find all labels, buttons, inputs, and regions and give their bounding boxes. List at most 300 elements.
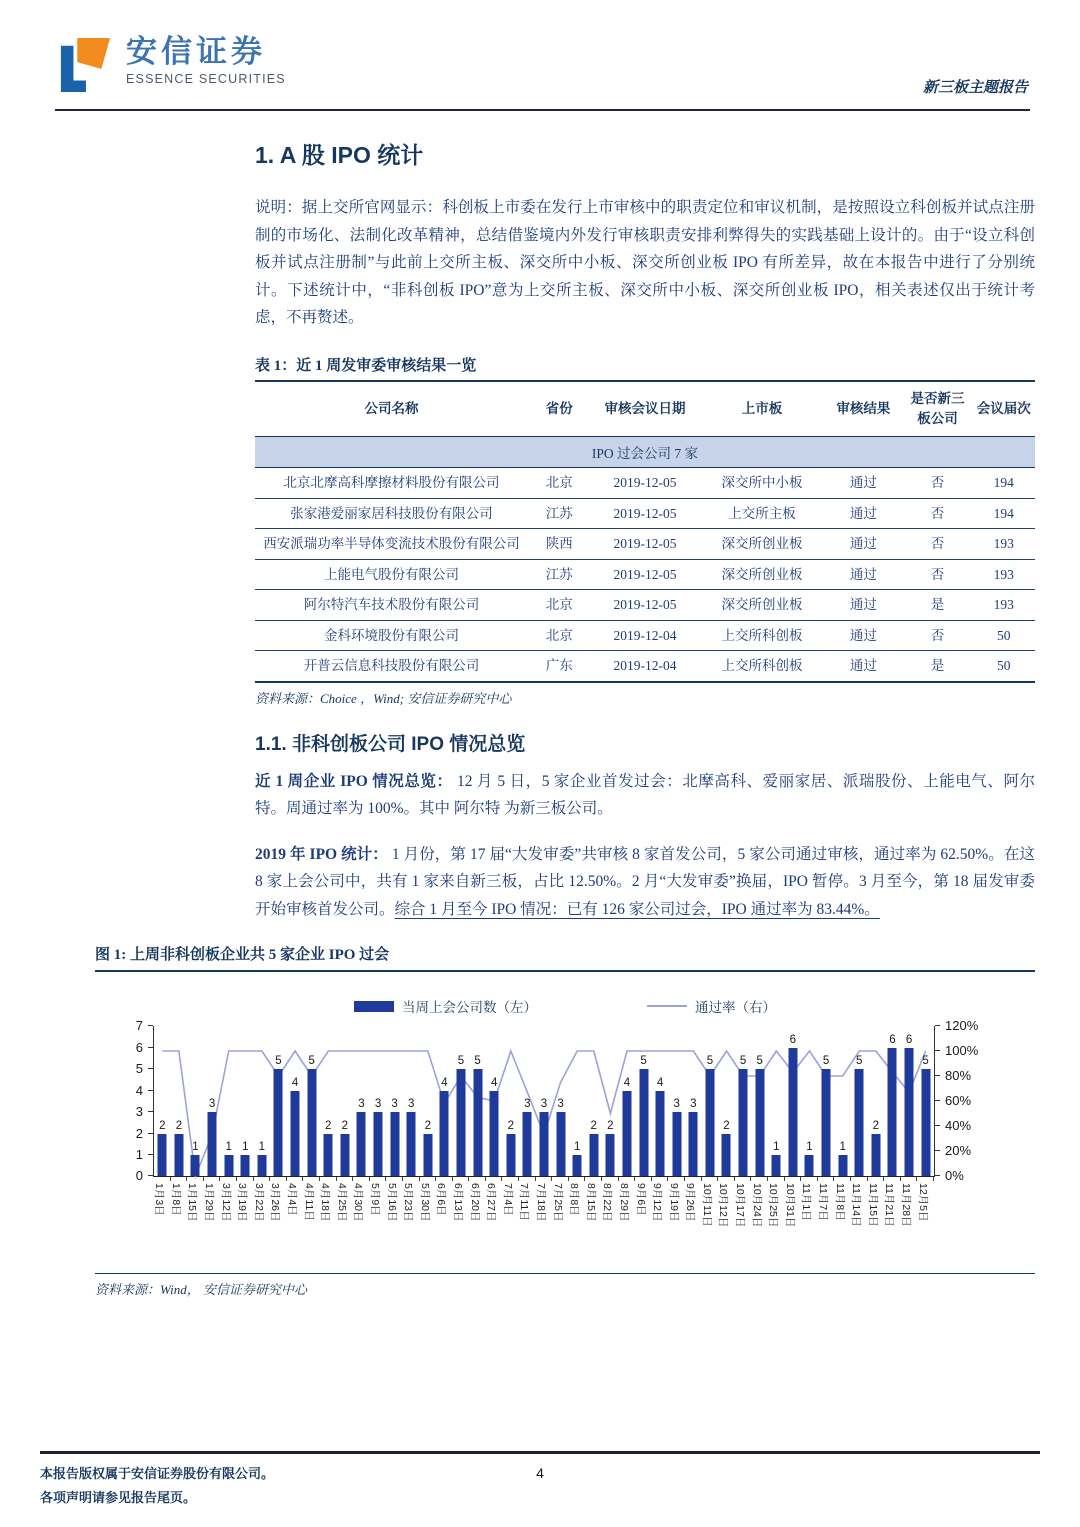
bar-value-label: 5 bbox=[922, 1055, 929, 1068]
bar-value-label: 5 bbox=[856, 1055, 863, 1068]
x-axis-label: 11月14日 bbox=[850, 1183, 863, 1228]
table-group-row bbox=[255, 437, 1035, 468]
brand-name-cn: 安信证券 bbox=[126, 34, 266, 69]
bar-value-label: 1 bbox=[773, 1141, 780, 1154]
bar-slot bbox=[767, 1026, 785, 1228]
bar-value-label: 3 bbox=[690, 1098, 697, 1111]
table-cell: 193 bbox=[973, 590, 1035, 621]
y-tick-label: 2 bbox=[135, 1125, 143, 1141]
column-header: 上市板 bbox=[700, 382, 825, 437]
bar-slot bbox=[286, 1026, 304, 1217]
bar bbox=[639, 1069, 648, 1176]
bar-value-label: 1 bbox=[192, 1141, 199, 1154]
table-cell: 北京北摩高科摩擦材料股份有限公司 bbox=[255, 468, 528, 499]
bar bbox=[838, 1155, 847, 1176]
table-cell: 193 bbox=[973, 559, 1035, 590]
bar-value-label: 6 bbox=[789, 1033, 797, 1046]
bar bbox=[739, 1069, 748, 1176]
footer-line2: 各项声明请参见报告尾页。 bbox=[40, 1489, 197, 1505]
x-axis-label: 5月16日 bbox=[385, 1183, 398, 1222]
x-axis-label: 10月24日 bbox=[750, 1183, 763, 1228]
x-axis-label: 3月19日 bbox=[236, 1183, 249, 1222]
bar-value-label: 1 bbox=[806, 1141, 813, 1154]
section-title: 1. A 股 IPO 统计 bbox=[255, 142, 424, 168]
bar-value-label: 5 bbox=[822, 1055, 830, 1068]
table-cell: 江苏 bbox=[528, 559, 590, 590]
bar-slot bbox=[518, 1026, 536, 1222]
main-content bbox=[255, 137, 1035, 923]
bar bbox=[855, 1069, 864, 1176]
x-axis-label: 1月15日 bbox=[186, 1183, 199, 1222]
bar bbox=[340, 1134, 349, 1177]
y-tick-mark bbox=[935, 1100, 940, 1101]
bar-slot bbox=[783, 1026, 802, 1228]
bar-value-label: 2 bbox=[424, 1119, 431, 1132]
table-cell: 北京 bbox=[528, 590, 590, 621]
bar-value-label: 5 bbox=[457, 1055, 465, 1068]
column-header: 会议届次 bbox=[973, 382, 1035, 437]
table-cell: 50 bbox=[973, 651, 1035, 682]
paragraph-yearly-text: 1 月份，第 17 届“大发审委”共审核 8 家首发公司，5 家公司通过审核，通过率为 62.50%。在这 8 家上会公司中，共有 1 家来自新三板，占比 12.50%。2 月“大发审委”换届，IPO 暂停。3 月至今，第 18 届发审委开始审核首发公司。 bbox=[255, 845, 1035, 918]
y-tick-mark bbox=[935, 1175, 940, 1176]
table-row bbox=[255, 590, 1035, 621]
y-tick-mark bbox=[935, 1150, 940, 1151]
x-axis-label: 6月20日 bbox=[468, 1183, 481, 1222]
table-cell: 2019-12-05 bbox=[590, 529, 699, 560]
x-axis-label: 5月9日 bbox=[369, 1183, 382, 1217]
bar bbox=[224, 1155, 233, 1176]
table-cell: 上交所主板 bbox=[700, 498, 825, 529]
table-cell: 否 bbox=[902, 559, 972, 590]
legend-item-bars bbox=[354, 996, 537, 1016]
bar bbox=[556, 1112, 565, 1176]
y-tick-label: 80% bbox=[945, 1068, 972, 1084]
bar-slot bbox=[916, 1026, 934, 1222]
table1-block bbox=[255, 350, 1035, 707]
y-axis-right bbox=[935, 1018, 993, 1184]
table-cell: 深交所中小板 bbox=[700, 468, 825, 499]
x-axis-label: 11月15日 bbox=[866, 1183, 879, 1228]
figure-source: 资料来源：Wind， 安信证券研究中心 bbox=[95, 1282, 307, 1298]
bar bbox=[722, 1134, 731, 1177]
bar-value-label: 4 bbox=[291, 1076, 299, 1089]
figure1 bbox=[95, 943, 1035, 1298]
brand-text bbox=[126, 36, 286, 86]
bar-slot bbox=[252, 1026, 271, 1222]
bar bbox=[174, 1134, 183, 1177]
x-axis-label: 4月18日 bbox=[319, 1183, 332, 1222]
y-tick-label: 40% bbox=[945, 1118, 972, 1134]
x-axis-label: 4月25日 bbox=[335, 1183, 348, 1222]
table-cell: 上交所科创板 bbox=[700, 620, 825, 651]
bar-value-label: 2 bbox=[175, 1119, 183, 1132]
bar-value-label: 4 bbox=[623, 1076, 631, 1089]
bar-value-label: 2 bbox=[341, 1119, 349, 1132]
bar bbox=[689, 1112, 698, 1176]
bar-slot bbox=[435, 1026, 453, 1217]
bar-slot bbox=[800, 1026, 818, 1222]
bar bbox=[274, 1069, 283, 1176]
bar bbox=[589, 1134, 598, 1177]
table-cell: 2019-12-05 bbox=[590, 559, 699, 590]
y-tick-label: 7 bbox=[135, 1018, 143, 1034]
bar-value-label: 2 bbox=[325, 1119, 332, 1132]
x-axis-label: 4月30日 bbox=[352, 1183, 365, 1222]
bar bbox=[473, 1069, 482, 1176]
y-tick-label: 5 bbox=[135, 1061, 143, 1077]
bar bbox=[788, 1048, 797, 1177]
footer-divider bbox=[40, 1451, 1040, 1454]
bar-slot bbox=[468, 1026, 486, 1222]
y-axis-left bbox=[95, 1018, 153, 1184]
column-header: 公司名称 bbox=[255, 382, 528, 437]
bar-slot bbox=[833, 1026, 851, 1222]
bar-slot bbox=[186, 1026, 204, 1222]
bar-slot bbox=[551, 1026, 569, 1222]
bar-value-label: 5 bbox=[640, 1055, 647, 1068]
review-results-table bbox=[255, 382, 1035, 683]
y-tick-mark bbox=[935, 1050, 940, 1051]
bar-slot bbox=[269, 1026, 287, 1222]
legend-item-line bbox=[647, 996, 776, 1016]
bar bbox=[158, 1134, 167, 1177]
x-axis-label: 1月29日 bbox=[203, 1183, 216, 1222]
table-cell: 深交所创业板 bbox=[700, 559, 825, 590]
bar bbox=[822, 1069, 831, 1176]
y-tick-label: 4 bbox=[135, 1082, 143, 1098]
table-row bbox=[255, 529, 1035, 560]
plot-area bbox=[153, 1026, 935, 1228]
bar bbox=[523, 1112, 532, 1176]
table-cell: 江苏 bbox=[528, 498, 590, 529]
table-row bbox=[255, 559, 1035, 590]
bar-value-label: 4 bbox=[656, 1076, 664, 1089]
table-cell: 广东 bbox=[528, 651, 590, 682]
bar-slot bbox=[866, 1026, 885, 1228]
column-header: 省份 bbox=[528, 382, 590, 437]
table-cell: 194 bbox=[973, 498, 1035, 529]
bar-slot bbox=[169, 1026, 188, 1217]
bar-slot bbox=[617, 1026, 636, 1222]
bar-value-label: 1 bbox=[258, 1141, 266, 1154]
x-axis-label: 10月31日 bbox=[783, 1183, 796, 1228]
x-axis-label: 3月26日 bbox=[269, 1183, 282, 1222]
bar-slot bbox=[402, 1026, 420, 1222]
bar-value-label: 2 bbox=[590, 1119, 597, 1132]
table-cell: 陕西 bbox=[528, 529, 590, 560]
table-cell: 50 bbox=[973, 620, 1035, 651]
report-type-label: 新三板主题报告 bbox=[922, 80, 1028, 96]
legend-label-line: 通过率（右） bbox=[695, 1000, 776, 1016]
bar-value-label: 1 bbox=[242, 1141, 249, 1154]
table-cell: 通过 bbox=[824, 498, 902, 529]
bar-value-label: 3 bbox=[524, 1098, 531, 1111]
bar-value-label: 2 bbox=[872, 1119, 880, 1132]
table-cell: 通过 bbox=[824, 559, 902, 590]
table-cell: 金科环境股份有限公司 bbox=[255, 620, 528, 651]
bar-value-label: 2 bbox=[607, 1119, 614, 1132]
chart-legend bbox=[95, 996, 1035, 1016]
y-tick-mark bbox=[935, 1025, 940, 1026]
table-cell: 否 bbox=[902, 620, 972, 651]
bar-value-label: 5 bbox=[739, 1055, 747, 1068]
bar-value-label: 4 bbox=[490, 1076, 498, 1089]
x-axis-label: 6月13日 bbox=[451, 1183, 464, 1222]
bar-value-label: 2 bbox=[159, 1119, 166, 1132]
bar bbox=[705, 1069, 714, 1176]
bar bbox=[440, 1091, 449, 1177]
table-body bbox=[255, 468, 1035, 682]
bar-value-label: 1 bbox=[573, 1141, 581, 1154]
bar-value-label: 5 bbox=[474, 1055, 481, 1068]
bar bbox=[191, 1155, 200, 1176]
intro-paragraph: 说明：据上交所官网显示：科创板上市委在发行上市审核中的职责定位和审议机制，是按照设立科创板并试点注册制的市场化、法制化改革精神，总结借鉴境内外发行审核职责安排利弊得失的实践基础上设计的。由于“设立科创板并试点注册制”与此前上交所主板、深交所中小板、深交所创业板 IPO 有所差异，故在本报告中进行了分别统计。下述统计中，“非科创板 IPO”意为上交所主板、深交所中小板、深交所创业板 IPO，相关表述仅出于统计考虑，不再赘述。 bbox=[255, 199, 1035, 326]
bar-slot bbox=[634, 1026, 652, 1217]
brand-logo bbox=[58, 36, 286, 101]
figure-caption: 图 1: 上周非科创板企业共 5 家企业 IPO 过会 bbox=[95, 943, 1035, 972]
bar bbox=[506, 1134, 515, 1177]
table-caption: 表 1：近 1 周发审委审核结果一览 bbox=[255, 350, 1035, 382]
bar bbox=[805, 1155, 814, 1176]
bar bbox=[241, 1155, 250, 1176]
bar bbox=[888, 1048, 897, 1177]
y-tick-label: 60% bbox=[945, 1093, 972, 1109]
bar bbox=[490, 1091, 499, 1177]
legend-label-bars: 当周上会公司数（左） bbox=[402, 1000, 537, 1016]
bar-value-label: 3 bbox=[408, 1098, 415, 1111]
x-axis-label: 9月6日 bbox=[634, 1183, 647, 1217]
x-axis-label: 10月17日 bbox=[734, 1183, 747, 1228]
table-cell: 北京 bbox=[528, 468, 590, 499]
bar-slot bbox=[236, 1026, 254, 1222]
x-axis-label: 7月11日 bbox=[518, 1183, 531, 1222]
y-tick-mark bbox=[935, 1075, 940, 1076]
x-axis-label: 5月30日 bbox=[418, 1183, 431, 1222]
bar bbox=[357, 1112, 366, 1176]
y-tick-label: 3 bbox=[135, 1104, 143, 1120]
table-cell: 上能电气股份有限公司 bbox=[255, 559, 528, 590]
table-cell: 通过 bbox=[824, 468, 902, 499]
line-series-swatch-icon bbox=[647, 1005, 687, 1007]
table-row bbox=[255, 498, 1035, 529]
column-header: 审核结果 bbox=[824, 382, 902, 437]
bar-series-swatch-icon bbox=[354, 1001, 394, 1012]
table-cell: 否 bbox=[902, 468, 972, 499]
y-tick-label: 1 bbox=[135, 1147, 143, 1163]
bar-value-label: 3 bbox=[374, 1098, 382, 1111]
x-axis-label: 8月29日 bbox=[617, 1183, 630, 1222]
paragraph-weekly bbox=[255, 768, 1035, 823]
bar bbox=[407, 1112, 416, 1176]
x-axis-label: 6月27日 bbox=[485, 1183, 498, 1222]
bar-slot bbox=[451, 1026, 470, 1222]
essence-logo-icon bbox=[58, 36, 112, 101]
table-cell: 上交所科创板 bbox=[700, 651, 825, 682]
page-header bbox=[0, 0, 1080, 107]
bar-value-label: 2 bbox=[507, 1119, 514, 1132]
table-cell: 通过 bbox=[824, 590, 902, 621]
bar-value-label: 5 bbox=[275, 1055, 282, 1068]
bar-slot bbox=[717, 1026, 735, 1228]
x-axis-label: 7月18日 bbox=[534, 1183, 547, 1222]
bar bbox=[291, 1091, 300, 1177]
x-axis-label: 7月4日 bbox=[501, 1183, 514, 1217]
bar-slot bbox=[418, 1026, 437, 1222]
table-cell: 2019-12-04 bbox=[590, 620, 699, 651]
subsection-title: 1.1. 非科创板公司 IPO 情况总览 bbox=[255, 733, 526, 755]
bar-value-label: 1 bbox=[839, 1141, 846, 1154]
table-cell: 2019-12-05 bbox=[590, 468, 699, 499]
x-axis-label: 11月1日 bbox=[800, 1183, 813, 1222]
table-cell: 深交所创业板 bbox=[700, 590, 825, 621]
bar bbox=[324, 1134, 333, 1177]
page-footer bbox=[40, 1451, 1040, 1509]
x-axis-label: 1月8日 bbox=[169, 1183, 182, 1217]
table-cell: 深交所创业板 bbox=[700, 529, 825, 560]
bar-slot bbox=[219, 1026, 237, 1222]
table-group-header: IPO 过会公司 7 家 bbox=[255, 437, 1035, 468]
bar bbox=[307, 1069, 316, 1176]
x-axis-label: 5月23日 bbox=[402, 1183, 415, 1222]
bar-slot bbox=[700, 1026, 719, 1228]
x-axis-label: 4月4日 bbox=[286, 1183, 299, 1217]
table-cell: 否 bbox=[902, 498, 972, 529]
bar bbox=[456, 1069, 465, 1176]
bar-slot bbox=[850, 1026, 868, 1228]
table-cell: 2019-12-04 bbox=[590, 651, 699, 682]
column-header: 是否新三板公司 bbox=[902, 382, 972, 437]
x-axis-label: 10月25日 bbox=[767, 1183, 780, 1228]
x-axis-label: 8月22日 bbox=[601, 1183, 614, 1222]
bar bbox=[208, 1112, 217, 1176]
page-number: 4 bbox=[536, 1465, 544, 1482]
bar-value-label: 3 bbox=[673, 1098, 680, 1111]
table-cell: 是 bbox=[902, 651, 972, 682]
bar bbox=[374, 1112, 383, 1176]
column-header: 审核会议日期 bbox=[590, 382, 699, 437]
x-axis-label: 9月12日 bbox=[651, 1183, 664, 1222]
bar-value-label: 3 bbox=[208, 1098, 216, 1111]
bar bbox=[622, 1091, 631, 1177]
bar-value-label: 5 bbox=[308, 1055, 315, 1068]
bar bbox=[423, 1134, 432, 1177]
bar-value-label: 3 bbox=[391, 1098, 398, 1111]
bar bbox=[390, 1112, 399, 1176]
bar-slot bbox=[817, 1026, 835, 1222]
bar-slot bbox=[534, 1026, 553, 1222]
table-cell: 194 bbox=[973, 468, 1035, 499]
table-cell: 通过 bbox=[824, 529, 902, 560]
paragraph-weekly-text: 12 月 5 日，5 家企业首发过会：北摩高科、爱丽家居、派瑞股份、上能电气、阿尔特。周通过率为 100%。其中 阿尔特 为新三板公司。 bbox=[255, 772, 1035, 818]
table-cell: 193 bbox=[973, 529, 1035, 560]
bar-slot bbox=[651, 1026, 669, 1222]
bar-value-label: 6 bbox=[889, 1033, 896, 1046]
bar bbox=[921, 1069, 930, 1176]
x-axis-label: 11月7日 bbox=[817, 1183, 830, 1222]
bar-slot bbox=[153, 1026, 171, 1217]
bar-slot bbox=[385, 1026, 403, 1222]
bar-slot bbox=[684, 1026, 702, 1222]
paragraph-yearly bbox=[255, 841, 1035, 924]
y-tick-label: 120% bbox=[945, 1018, 979, 1034]
y-tick-label: 100% bbox=[945, 1043, 979, 1059]
x-axis-label: 12月5日 bbox=[916, 1183, 929, 1222]
table-cell: 西安派瑞功率半导体变流技术股份有限公司 bbox=[255, 529, 528, 560]
bar bbox=[772, 1155, 781, 1176]
bar-slot bbox=[601, 1026, 619, 1222]
bar-slot bbox=[319, 1026, 337, 1222]
bar-slot bbox=[883, 1026, 901, 1228]
table-row bbox=[255, 651, 1035, 682]
bar-slot bbox=[734, 1026, 752, 1228]
bar bbox=[755, 1069, 764, 1176]
x-axis-label: 11月8日 bbox=[833, 1183, 846, 1222]
bar-value-label: 3 bbox=[557, 1098, 564, 1111]
bar-slot bbox=[203, 1026, 221, 1222]
bar bbox=[573, 1155, 582, 1176]
x-axis-label: 9月26日 bbox=[684, 1183, 697, 1222]
x-axis-label: 8月8日 bbox=[568, 1183, 581, 1217]
bar-slot bbox=[584, 1026, 602, 1222]
bar-value-label: 4 bbox=[441, 1076, 448, 1089]
bar-slot bbox=[485, 1026, 503, 1222]
table-cell: 开普云信息科技股份有限公司 bbox=[255, 651, 528, 682]
bar-slot bbox=[369, 1026, 387, 1217]
table-header-row bbox=[255, 382, 1035, 437]
bar bbox=[672, 1112, 681, 1176]
x-axis-label: 9月19日 bbox=[667, 1183, 680, 1222]
figure-source-block bbox=[95, 1273, 1035, 1298]
bar-value-label: 6 bbox=[905, 1033, 913, 1046]
bar bbox=[871, 1134, 880, 1177]
brand-name-en: ESSENCE SECURITIES bbox=[126, 71, 286, 86]
x-axis-label: 3月12日 bbox=[219, 1183, 232, 1222]
table-cell: 通过 bbox=[824, 651, 902, 682]
x-axis-label: 4月11日 bbox=[302, 1183, 315, 1222]
bar-slot bbox=[568, 1026, 586, 1217]
paragraph-yearly-lead: 2019 年 IPO 统计： bbox=[255, 845, 388, 863]
y-tick-label: 6 bbox=[135, 1039, 143, 1055]
bar-value-label: 2 bbox=[723, 1119, 730, 1132]
x-axis-label: 11月28日 bbox=[900, 1183, 913, 1228]
bar bbox=[257, 1155, 266, 1176]
x-axis-label: 3月22日 bbox=[252, 1183, 265, 1222]
bar-slot bbox=[750, 1026, 768, 1228]
y-tick-label: 0% bbox=[945, 1168, 964, 1184]
bar-slot bbox=[900, 1026, 918, 1228]
bar bbox=[905, 1048, 914, 1177]
table-cell: 2019-12-05 bbox=[590, 590, 699, 621]
bar-slot bbox=[667, 1026, 685, 1222]
y-tick-label: 0 bbox=[135, 1168, 143, 1184]
bar-slot bbox=[335, 1026, 354, 1222]
bar bbox=[539, 1112, 548, 1176]
chart bbox=[95, 1018, 1035, 1228]
bar-slot bbox=[352, 1026, 370, 1222]
x-axis-label: 10月11日 bbox=[700, 1183, 713, 1228]
header-divider bbox=[55, 109, 1030, 111]
table-cell: 阿尔特汽车技术股份有限公司 bbox=[255, 590, 528, 621]
paragraph-yearly-underlined: 综合 1 月至今 IPO 情况：已有 126 家公司过会，IPO 通过率为 83.44%。 bbox=[394, 900, 880, 918]
x-axis-label: 10月12日 bbox=[717, 1183, 730, 1228]
x-axis-label: 8月15日 bbox=[584, 1183, 597, 1222]
table-cell: 张家港爱丽家居科技股份有限公司 bbox=[255, 498, 528, 529]
bar bbox=[656, 1091, 665, 1177]
x-axis-label: 6月6日 bbox=[435, 1183, 448, 1217]
table-row bbox=[255, 468, 1035, 499]
bar-slot bbox=[501, 1026, 519, 1217]
y-tick-mark bbox=[935, 1125, 940, 1126]
